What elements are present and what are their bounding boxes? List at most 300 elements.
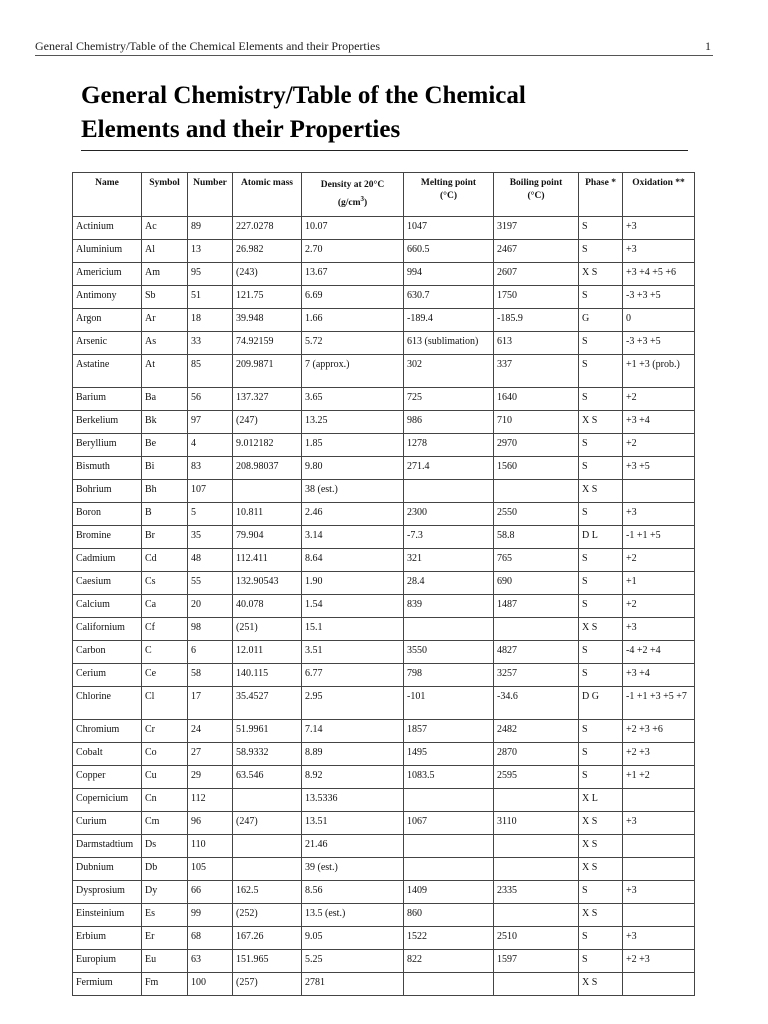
atomic-number-cell: 51 [188,286,233,309]
atomic-mass-cell: 35.4527 [233,687,302,720]
element-symbol-cell: Cu [142,766,188,789]
atomic-number-cell: 112 [188,789,233,812]
phase-cell: S [579,355,623,388]
boiling-point-cell: 1640 [494,388,579,411]
melting-point-cell [404,618,494,641]
phase-cell: S [579,388,623,411]
density-cell: 1.66 [302,309,404,332]
oxidation-cell: +3 [623,927,695,950]
atomic-mass-cell: 167.26 [233,927,302,950]
melting-point-cell [404,789,494,812]
element-name-cell: Einsteinium [73,904,142,927]
melting-point-cell: 1067 [404,812,494,835]
atomic-mass-cell: 140.115 [233,664,302,687]
density-cell: 7 (approx.) [302,355,404,388]
density-cell: 3.51 [302,641,404,664]
page-title-line-2: Elements and their Properties [81,116,401,143]
atomic-number-cell: 83 [188,457,233,480]
element-symbol-cell: Bk [142,411,188,434]
phase-cell: X L [579,789,623,812]
oxidation-cell: +1 [623,572,695,595]
element-symbol-cell: Ar [142,309,188,332]
element-symbol-cell: B [142,503,188,526]
density-cell: 38 (est.) [302,480,404,503]
boiling-point-cell [494,618,579,641]
element-symbol-cell: Cr [142,720,188,743]
table-row [73,927,695,950]
density-unit-exponent: 3 [360,194,364,203]
col-header-number: Number [188,173,233,217]
phase-cell: X S [579,904,623,927]
melting-point-cell: -101 [404,687,494,720]
atomic-mass-cell: (257) [233,973,302,996]
element-symbol-cell: At [142,355,188,388]
col-header-boiling-point [494,173,579,217]
density-cell: 10.07 [302,217,404,240]
element-name-cell: Dubnium [73,858,142,881]
atomic-number-cell: 27 [188,743,233,766]
atomic-number-cell: 48 [188,549,233,572]
atomic-number-cell: 100 [188,973,233,996]
atomic-mass-cell: 162.5 [233,881,302,904]
element-name-cell: Barium [73,388,142,411]
density-cell: 39 (est.) [302,858,404,881]
density-cell: 9.05 [302,927,404,950]
melting-point-cell: 1409 [404,881,494,904]
melting-point-cell: 1857 [404,720,494,743]
phase-cell: S [579,457,623,480]
density-unit-suffix: ) [364,197,368,208]
density-cell: 6.77 [302,664,404,687]
melting-point-cell: 1495 [404,743,494,766]
density-cell: 13.5336 [302,789,404,812]
table-row [73,457,695,480]
phase-cell: S [579,217,623,240]
phase-cell: G [579,309,623,332]
atomic-number-cell: 17 [188,687,233,720]
table-row [73,434,695,457]
element-name-cell: Carbon [73,641,142,664]
table-row [73,332,695,355]
melting-point-cell: 1522 [404,927,494,950]
boiling-point-cell: 765 [494,549,579,572]
atomic-number-cell: 105 [188,858,233,881]
oxidation-cell: +3 +4 +5 +6 [623,263,695,286]
density-cell: 6.69 [302,286,404,309]
element-name-cell: Chlorine [73,687,142,720]
melting-point-cell [404,480,494,503]
element-name-cell: Copper [73,766,142,789]
element-name-cell: Berkelium [73,411,142,434]
density-cell: 2.95 [302,687,404,720]
density-cell: 2.70 [302,240,404,263]
atomic-mass-cell: 74.92159 [233,332,302,355]
element-symbol-cell: Ce [142,664,188,687]
table-row [73,664,695,687]
phase-cell: S [579,434,623,457]
phase-cell: X S [579,973,623,996]
melting-point-cell: 839 [404,595,494,618]
boiling-point-cell: 1750 [494,286,579,309]
boiling-point-cell: 2335 [494,881,579,904]
element-name-cell: Copernicium [73,789,142,812]
element-name-cell: Beryllium [73,434,142,457]
boiling-point-cell: 2595 [494,766,579,789]
element-symbol-cell: Fm [142,973,188,996]
atomic-mass-cell: (252) [233,904,302,927]
boiling-point-cell: 2870 [494,743,579,766]
boiling-point-cell [494,973,579,996]
melting-point-cell: 3550 [404,641,494,664]
page-title-line-1: General Chemistry/Table of the Chemical [81,82,526,109]
col-header-phase: Phase * [579,173,623,217]
phase-cell: S [579,743,623,766]
element-symbol-cell: Ds [142,835,188,858]
oxidation-cell: +2 [623,549,695,572]
phase-cell: D L [579,526,623,549]
element-symbol-cell: Cl [142,687,188,720]
phase-cell: D G [579,687,623,720]
density-cell: 1.54 [302,595,404,618]
boiling-point-cell: 613 [494,332,579,355]
melting-point-cell: 1083.5 [404,766,494,789]
oxidation-cell: -4 +2 +4 [623,641,695,664]
page-number: 1 [705,39,711,53]
atomic-mass-cell [233,835,302,858]
boiling-point-cell: -185.9 [494,309,579,332]
atomic-mass-cell: 151.965 [233,950,302,973]
element-symbol-cell: Al [142,240,188,263]
table-row [73,858,695,881]
phase-cell: X S [579,858,623,881]
element-symbol-cell: Cn [142,789,188,812]
oxidation-cell: +2 +3 [623,743,695,766]
density-cell: 8.64 [302,549,404,572]
boiling-point-cell: 710 [494,411,579,434]
melting-point-cell: 2300 [404,503,494,526]
atomic-mass-cell: 227.0278 [233,217,302,240]
table-row [73,572,695,595]
density-cell: 13.5 (est.) [302,904,404,927]
boiling-point-cell: 1597 [494,950,579,973]
phase-cell: S [579,240,623,263]
atomic-number-cell: 63 [188,950,233,973]
atomic-number-cell: 33 [188,332,233,355]
phase-cell: X S [579,618,623,641]
table-row [73,217,695,240]
density-cell: 2781 [302,973,404,996]
col-header-atomic-mass: Atomic mass [233,173,302,217]
atomic-mass-cell: 132.90543 [233,572,302,595]
element-symbol-cell: Db [142,858,188,881]
col-header-name: Name [73,173,142,217]
element-symbol-cell: C [142,641,188,664]
melting-point-cell: 613 (sublimation) [404,332,494,355]
melting-point-cell: 994 [404,263,494,286]
element-symbol-cell: Br [142,526,188,549]
oxidation-cell [623,789,695,812]
running-header-title: General Chemistry/Table of the Chemical Elements and their Properties [35,39,381,53]
table-body [73,217,695,996]
oxidation-cell [623,835,695,858]
phase-cell: S [579,766,623,789]
boiling-point-cell: 4827 [494,641,579,664]
element-symbol-cell: Er [142,927,188,950]
atomic-mass-cell: 63.546 [233,766,302,789]
density-cell: 3.14 [302,526,404,549]
element-symbol-cell: Cd [142,549,188,572]
atomic-number-cell: 85 [188,355,233,388]
table-header-row [73,173,695,217]
density-cell: 8.56 [302,881,404,904]
phase-cell: X S [579,263,623,286]
element-name-cell: Cerium [73,664,142,687]
element-name-cell: Americium [73,263,142,286]
melting-point-cell: 1278 [404,434,494,457]
melting-point-cell: 986 [404,411,494,434]
atomic-number-cell: 18 [188,309,233,332]
atomic-mass-cell: 112.411 [233,549,302,572]
atomic-mass-cell: 40.078 [233,595,302,618]
melting-point-cell: 798 [404,664,494,687]
element-name-cell: Dysprosium [73,881,142,904]
atomic-mass-cell: (243) [233,263,302,286]
atomic-mass-cell: (247) [233,812,302,835]
melting-point-cell: -7.3 [404,526,494,549]
atomic-mass-cell: 79.904 [233,526,302,549]
header-divider [35,55,713,56]
oxidation-cell [623,858,695,881]
element-symbol-cell: Ca [142,595,188,618]
atomic-mass-cell: (247) [233,411,302,434]
boiling-point-cell: 690 [494,572,579,595]
oxidation-cell: +3 [623,240,695,263]
element-symbol-cell: Co [142,743,188,766]
melting-point-cell: 271.4 [404,457,494,480]
element-name-cell: Calcium [73,595,142,618]
atomic-mass-cell: 209.9871 [233,355,302,388]
phase-cell: X S [579,812,623,835]
phase-cell: S [579,881,623,904]
atomic-number-cell: 6 [188,641,233,664]
phase-cell: S [579,332,623,355]
melting-point-cell: 1047 [404,217,494,240]
table-row [73,973,695,996]
element-symbol-cell: Ba [142,388,188,411]
element-symbol-cell: Sb [142,286,188,309]
phase-cell: S [579,595,623,618]
oxidation-cell: 0 [623,309,695,332]
atomic-mass-cell: 10.811 [233,503,302,526]
melting-label: Melting point [420,178,477,188]
atomic-mass-cell: 58.9332 [233,743,302,766]
element-name-cell: Fermium [73,973,142,996]
boiling-point-cell: 2467 [494,240,579,263]
phase-cell: S [579,503,623,526]
density-cell: 21.46 [302,835,404,858]
element-symbol-cell: Be [142,434,188,457]
melting-point-cell [404,835,494,858]
melting-point-cell: 860 [404,904,494,927]
element-symbol-cell: Cs [142,572,188,595]
melting-point-cell: 321 [404,549,494,572]
oxidation-cell [623,973,695,996]
table-row [73,881,695,904]
atomic-number-cell: 68 [188,927,233,950]
phase-cell: S [579,641,623,664]
density-cell: 1.85 [302,434,404,457]
oxidation-cell: +3 +4 [623,411,695,434]
col-header-symbol: Symbol [142,173,188,217]
oxidation-cell: +3 [623,812,695,835]
boiling-point-cell: 3110 [494,812,579,835]
boiling-point-cell: 2970 [494,434,579,457]
density-cell: 13.67 [302,263,404,286]
oxidation-cell: +3 +5 [623,457,695,480]
phase-cell: X S [579,835,623,858]
element-name-cell: Argon [73,309,142,332]
atomic-number-cell: 5 [188,503,233,526]
phase-cell: X S [579,411,623,434]
atomic-mass-cell: 121.75 [233,286,302,309]
atomic-number-cell: 96 [188,812,233,835]
phase-cell: S [579,720,623,743]
melting-point-cell [404,858,494,881]
oxidation-cell: -1 +1 +3 +5 +7 [623,687,695,720]
oxidation-cell: +1 +3 (prob.) [623,355,695,388]
element-symbol-cell: Cm [142,812,188,835]
boiling-point-cell [494,480,579,503]
element-name-cell: Arsenic [73,332,142,355]
density-cell: 1.90 [302,572,404,595]
phase-cell: S [579,549,623,572]
oxidation-cell [623,480,695,503]
atomic-number-cell: 99 [188,904,233,927]
table-row [73,480,695,503]
boiling-point-cell [494,789,579,812]
density-cell: 8.89 [302,743,404,766]
element-name-cell: Chromium [73,720,142,743]
element-name-cell: Darmstadtium [73,835,142,858]
element-name-cell: Cadmium [73,549,142,572]
element-symbol-cell: Bi [142,457,188,480]
element-name-cell: Californium [73,618,142,641]
atomic-mass-cell: 51.9961 [233,720,302,743]
table-row [73,309,695,332]
element-name-cell: Bismuth [73,457,142,480]
melting-point-cell: 630.7 [404,286,494,309]
oxidation-cell [623,904,695,927]
element-symbol-cell: As [142,332,188,355]
atomic-mass-cell: 26.982 [233,240,302,263]
element-symbol-cell: Ac [142,217,188,240]
element-symbol-cell: Es [142,904,188,927]
table-row [73,789,695,812]
phase-cell: S [579,572,623,595]
atomic-mass-cell: 9.012182 [233,434,302,457]
boiling-point-cell [494,904,579,927]
oxidation-cell: +3 [623,618,695,641]
boiling-point-cell: 2550 [494,503,579,526]
phase-cell: S [579,927,623,950]
boiling-point-cell: 3197 [494,217,579,240]
density-cell: 13.25 [302,411,404,434]
title-divider [81,150,688,151]
col-header-melting-point [404,173,494,217]
oxidation-cell: +2 +3 [623,950,695,973]
table-row [73,595,695,618]
table-row [73,355,695,388]
oxidation-cell: +3 [623,217,695,240]
element-name-cell: Astatine [73,355,142,388]
oxidation-cell: +3 +4 [623,664,695,687]
element-symbol-cell: Dy [142,881,188,904]
oxidation-cell: +2 [623,595,695,618]
phase-cell: S [579,286,623,309]
table-row [73,950,695,973]
density-unit [337,194,368,208]
atomic-number-cell: 110 [188,835,233,858]
atomic-number-cell: 107 [188,480,233,503]
element-name-cell: Caesium [73,572,142,595]
table-row [73,526,695,549]
atomic-mass-cell: 137.327 [233,388,302,411]
atomic-number-cell: 20 [188,595,233,618]
melting-unit: (°C) [440,191,457,201]
phase-cell: S [579,950,623,973]
atomic-mass-cell: 208.98037 [233,457,302,480]
density-cell: 9.80 [302,457,404,480]
boiling-label: Boiling point [509,178,563,188]
boiling-point-cell: 1487 [494,595,579,618]
boiling-point-cell: 1560 [494,457,579,480]
atomic-number-cell: 98 [188,618,233,641]
col-header-oxidation: Oxidation ** [623,173,695,217]
element-name-cell: Bohrium [73,480,142,503]
boiling-point-cell: 2510 [494,927,579,950]
melting-point-cell [404,973,494,996]
atomic-number-cell: 4 [188,434,233,457]
oxidation-cell: -1 +1 +5 [623,526,695,549]
element-name-cell: Curium [73,812,142,835]
density-cell: 3.65 [302,388,404,411]
atomic-mass-cell [233,480,302,503]
element-name-cell: Cobalt [73,743,142,766]
oxidation-cell: +2 [623,388,695,411]
oxidation-cell: +1 +2 [623,766,695,789]
table-row [73,743,695,766]
table-row [73,687,695,720]
density-cell: 8.92 [302,766,404,789]
page-title [81,79,701,147]
element-name-cell: Antimony [73,286,142,309]
element-symbol-cell: Eu [142,950,188,973]
density-cell: 15.1 [302,618,404,641]
melting-point-cell: 725 [404,388,494,411]
table-row [73,263,695,286]
atomic-number-cell: 58 [188,664,233,687]
table-row [73,503,695,526]
oxidation-cell: +3 [623,881,695,904]
element-name-cell: Actinium [73,217,142,240]
melting-point-cell: 302 [404,355,494,388]
atomic-mass-cell [233,789,302,812]
table-row [73,618,695,641]
density-cell: 5.25 [302,950,404,973]
density-cell: 13.51 [302,812,404,835]
boiling-point-cell: 58.8 [494,526,579,549]
atomic-number-cell: 89 [188,217,233,240]
